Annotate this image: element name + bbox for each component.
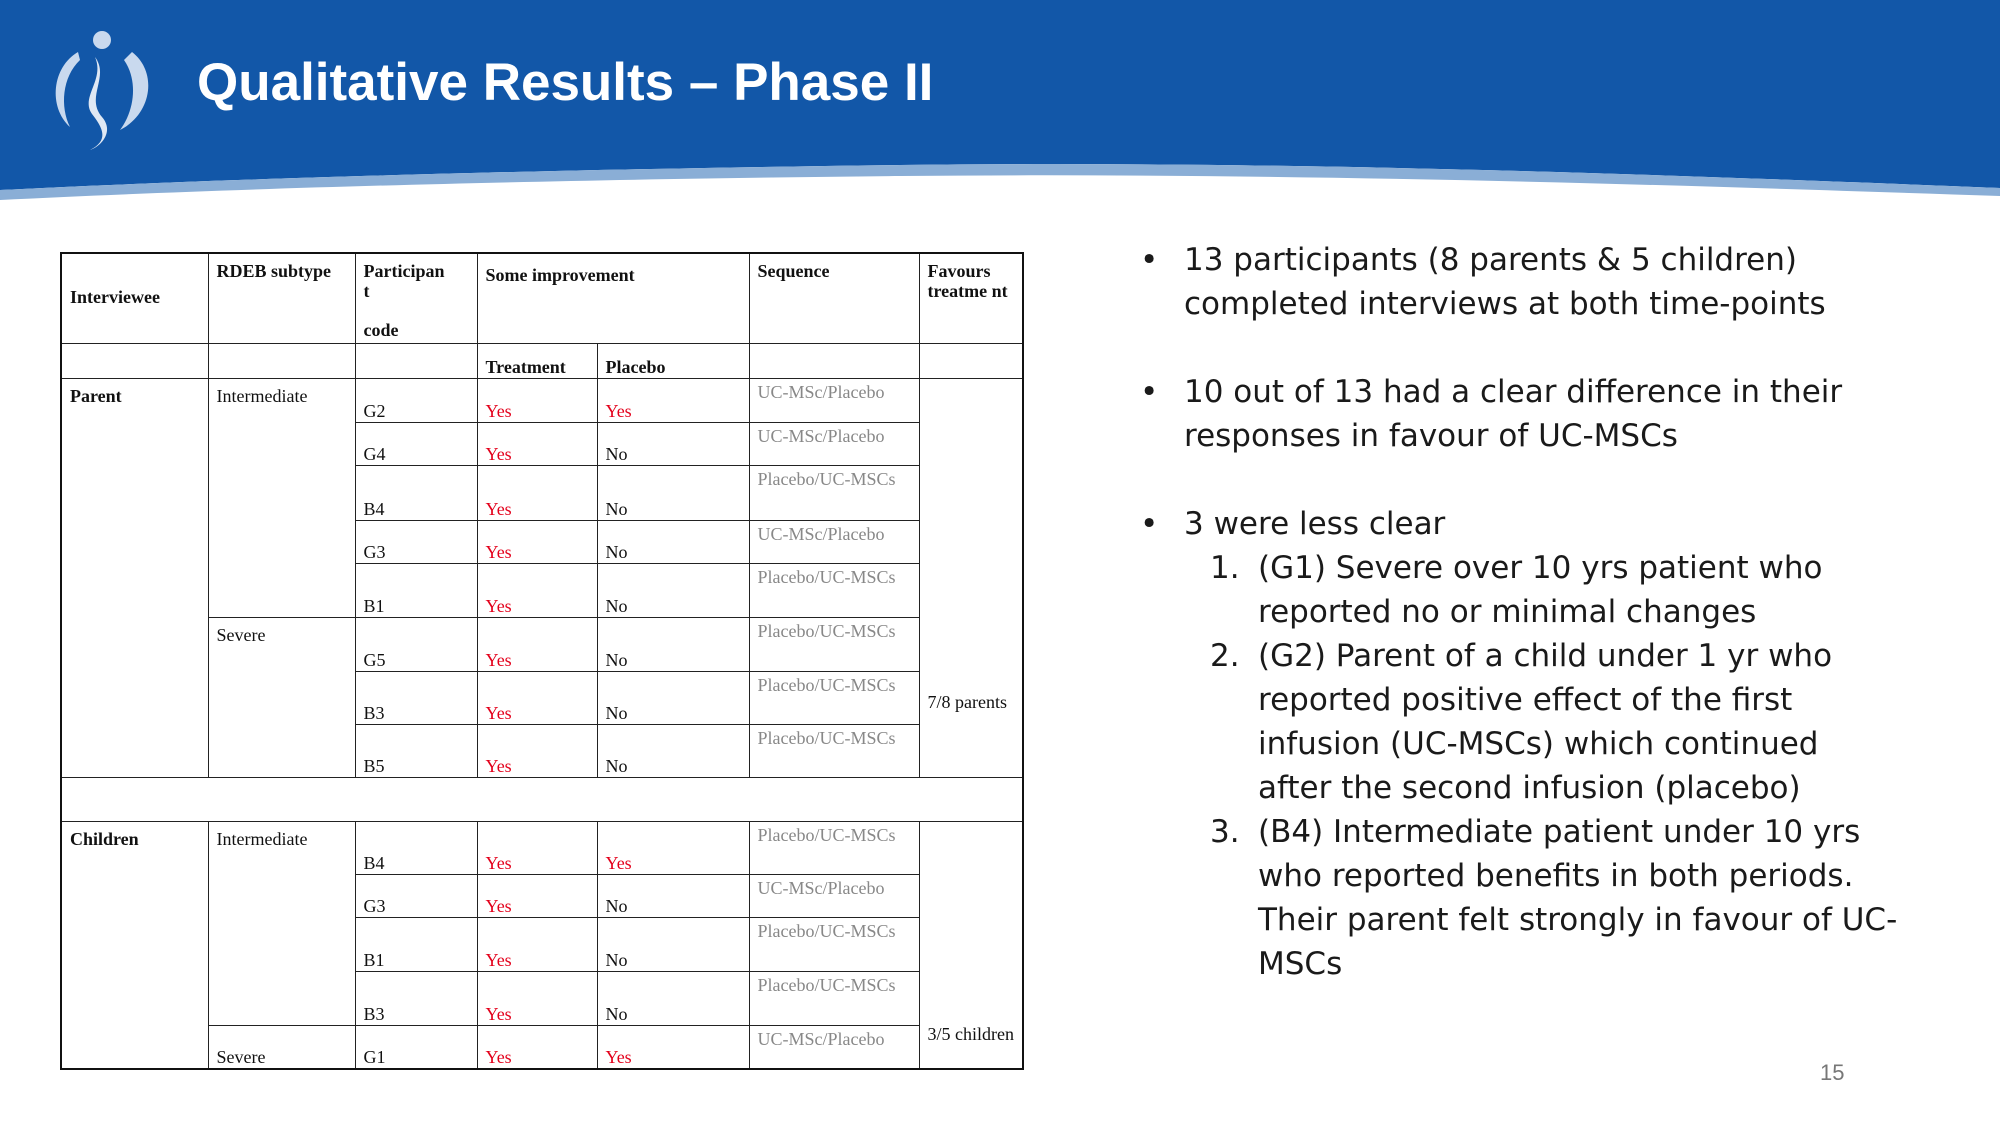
header-banner <box>0 0 2000 230</box>
favours-cell: 3/5 children <box>919 821 1023 1069</box>
bullet-item: • 13 participants (8 parents & 5 children) completed interviews at both time-points <box>1140 242 1826 322</box>
header-interviewee: Interviewee <box>61 253 208 343</box>
spacer-row <box>61 777 1023 821</box>
page-number: 15 <box>1820 1060 1845 1085</box>
bullet-item: • 10 out of 13 had a clear difference in their responses in favour of UC-MSCs <box>1140 374 1843 454</box>
treatment-cell: Yes <box>477 821 597 874</box>
sequence-cell: Placebo/UC-MSCs <box>749 917 919 971</box>
sequence-cell: Placebo/UC-MSCs <box>749 971 919 1025</box>
code-cell: B3 <box>355 971 477 1025</box>
treatment-cell: Yes <box>477 874 597 917</box>
treatment-cell: Yes <box>477 971 597 1025</box>
slide-header <box>0 0 2000 230</box>
treatment-cell: Yes <box>477 378 597 422</box>
header-some-improvement: Some improvement <box>477 253 749 343</box>
sequence-cell: UC-MSc/Placebo <box>749 1025 919 1069</box>
header-participant-code: Participan t code <box>355 253 477 343</box>
placebo-cell: No <box>597 874 749 917</box>
treatment-cell: Yes <box>477 422 597 465</box>
placebo-cell: Yes <box>597 1025 749 1069</box>
treatment-cell: Yes <box>477 563 597 617</box>
sequence-cell: Placebo/UC-MSCs <box>749 724 919 777</box>
treatment-cell: Yes <box>477 465 597 520</box>
sequence-cell: Placebo/UC-MSCs <box>749 465 919 520</box>
placebo-cell: No <box>597 617 749 671</box>
treatment-cell: Yes <box>477 671 597 724</box>
placebo-cell: No <box>597 671 749 724</box>
code-cell: G4 <box>355 422 477 465</box>
subtype-cell: Intermediate <box>208 378 355 617</box>
numbered-item: 2. (G2) Parent of a child under 1 yr who reported positive effect of the first infusion (UC-MSCs) which continued after the second infusion (placebo) <box>1210 638 1833 806</box>
placebo-cell: No <box>597 520 749 563</box>
code-cell: B4 <box>355 821 477 874</box>
code-cell: G3 <box>355 520 477 563</box>
sequence-cell: Placebo/UC-MSCs <box>749 671 919 724</box>
sequence-cell: Placebo/UC-MSCs <box>749 617 919 671</box>
treatment-cell: Yes <box>477 917 597 971</box>
code-cell: B1 <box>355 563 477 617</box>
sequence-cell: UC-MSc/Placebo <box>749 874 919 917</box>
subtype-cell: Intermediate <box>208 821 355 1025</box>
treatment-cell: Yes <box>477 1025 597 1069</box>
header-treatment: Treatment <box>477 343 597 378</box>
treatment-cell: Yes <box>477 617 597 671</box>
code-cell: G3 <box>355 874 477 917</box>
subtype-cell: Severe <box>208 617 355 777</box>
person-figure-logo-icon <box>40 22 160 152</box>
header-rdeb-subtype: RDEB subtype <box>208 253 355 343</box>
code-cell: B5 <box>355 724 477 777</box>
code-cell: G1 <box>355 1025 477 1069</box>
sequence-cell: Placebo/UC-MSCs <box>749 563 919 617</box>
group-label-parent: Parent <box>61 378 208 777</box>
treatment-cell: Yes <box>477 724 597 777</box>
sequence-cell: Placebo/UC-MSCs <box>749 821 919 874</box>
treatment-cell: Yes <box>477 520 597 563</box>
code-cell: B1 <box>355 917 477 971</box>
table-row <box>61 378 1023 422</box>
placebo-cell: No <box>597 724 749 777</box>
subtype-cell: Severe <box>208 1025 355 1069</box>
placebo-cell: No <box>597 917 749 971</box>
bullet-list <box>1140 238 1900 986</box>
sequence-cell: UC-MSc/Placebo <box>749 520 919 563</box>
placebo-cell: Yes <box>597 821 749 874</box>
table-row <box>61 821 1023 874</box>
sequence-cell: UC-MSc/Placebo <box>749 378 919 422</box>
code-cell: B3 <box>355 671 477 724</box>
code-cell: G5 <box>355 617 477 671</box>
placebo-cell: Yes <box>597 378 749 422</box>
header-placebo: Placebo <box>597 343 749 378</box>
code-cell: B4 <box>355 465 477 520</box>
placebo-cell: No <box>597 422 749 465</box>
results-table <box>60 252 1022 1070</box>
favours-cell: 7/8 parents <box>919 378 1023 777</box>
group-label-children: Children <box>61 821 208 1069</box>
placebo-cell: No <box>597 563 749 617</box>
placebo-cell: No <box>597 971 749 1025</box>
slide-title: Qualitative Results – Phase II <box>197 53 934 112</box>
numbered-item: 3. (B4) Intermediate patient under 10 yrs who reported benefits in both periods. Their parent felt strongly in favour of UC- MSCs <box>1210 814 1898 982</box>
header-sequence: Sequence <box>749 253 919 343</box>
header-favours: Favours treatme nt <box>919 253 1023 343</box>
placebo-cell: No <box>597 465 749 520</box>
bullet-item: • 3 were less clear <box>1140 506 1446 542</box>
code-cell: G2 <box>355 378 477 422</box>
sequence-cell: UC-MSc/Placebo <box>749 422 919 465</box>
numbered-item: 1. (G1) Severe over 10 yrs patient who reported no or minimal changes <box>1210 550 1823 630</box>
